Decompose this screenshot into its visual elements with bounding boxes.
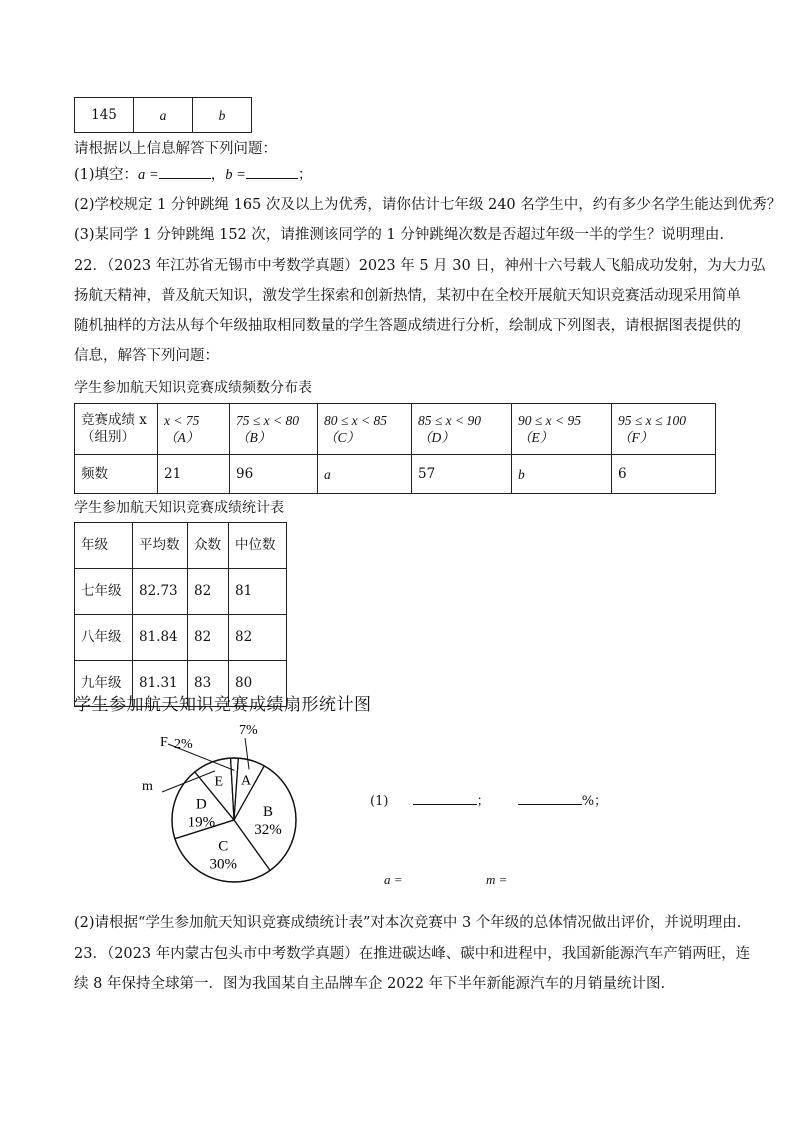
freq-header-label [75,404,158,455]
freq-header-label-1: 竞赛成绩 x [81,412,147,428]
answer-unit: %； [581,794,608,809]
stats-row-7: 七年级 82.73 82 81 [75,569,287,615]
top-table [74,97,252,133]
top-table-cell-a: a [134,98,193,133]
freq-table [74,403,716,494]
freq-header-b: 75 ≤ x < 80 （B） [230,404,318,455]
freq-header-e: 90 ≤ x < 95 （E） [512,404,612,455]
q21-sep: ， [210,167,226,183]
answer-blank-a[interactable] [413,790,477,805]
freq-table-caption: 学生参加航天知识竞赛成绩频数分布表 [74,380,312,396]
pie-percent-e: m [142,779,153,794]
stats-row-9: 九年级 81.31 83 80 [75,661,287,707]
freq-value-e: b [512,455,612,494]
stats-header-mean: 平均数 [133,523,188,569]
stats-table-caption: 学生参加航天知识竞赛成绩统计表 [74,500,284,516]
pie-slice-f [231,758,239,820]
q23-line2: 续 8 年保持全球第一．图为我国某自主品牌车企 2022 年下半年新能源汽车的月销量统计图. [74,976,666,992]
pie-label-f: F [160,735,168,750]
freq-header-f: 95 ≤ x ≤ 100 （F） [612,404,716,455]
pie-label-e: E [214,774,224,790]
q23-line1: 23．（2023 年内蒙古包头市中考数学真题）在推进碳达峰、碳中和进程中，我国新能源汽车产销两旺，连 [74,946,751,962]
pie-leader-e [162,771,215,792]
q21-end: ； [297,167,313,183]
pie-title: 学生参加航天知识竞赛成绩扇形统计图 [74,695,372,715]
freq-value-b: 96 [230,455,318,494]
q22-line3: 随机抽样的方法从每个年级抽取相同数量的学生答题成绩进行分析，绘制成下列图表，请根据图表提供的 [74,318,741,334]
pie-chart [120,720,330,895]
pie-label-c: C [218,838,229,855]
pie-leader-a [245,738,249,769]
q21-a-label: a = [138,167,159,183]
q21-b-blank[interactable] [246,164,298,179]
pie-label-d: D [195,796,207,813]
freq-value-c: a [318,455,412,494]
answer-label: (1) [370,794,389,809]
top-table-cell-b: b [193,98,252,133]
freq-header-a: x < 75 （A） [158,404,230,455]
pie-label-a: A [240,773,252,789]
freq-header-c: 80 ≤ x < 85 （C） [318,404,412,455]
pie-percent-d: 19% [187,814,216,831]
pie-percent-a: 7% [239,723,258,738]
freq-value-a: 21 [158,455,230,494]
q21-intro: 请根据以上信息解答下列问题： [74,141,277,157]
pie-percent-b: 32% [254,822,282,839]
q21-b-label: b = [225,167,246,183]
freq-value-d: 57 [412,455,512,494]
freq-value-f: 6 [612,455,716,494]
q21-part3: (3)某同学 1 分钟跳绳 152 次，请推测该同学的 1 分钟跳绳次数是否超过年级一半的学生？说明理由. [74,227,724,243]
stats-header-median: 中位数 [229,523,287,569]
stats-table [74,522,287,707]
stats-row-8: 八年级 81.84 82 82 [75,615,287,661]
stats-header-grade: 年级 [75,523,133,569]
pie-percent-c: 30% [209,856,237,873]
freq-header-label-2: （组别） [81,429,135,445]
answer-line [370,790,607,812]
q22-line1: 22．（2023 年江苏省无锡市中考数学真题）2023 年 5 月 30 日，神州十六号载人飞船成功发射，为大力弘 [74,258,766,274]
answer-a-label: a = [384,872,403,887]
answer-m-label: m = [486,872,508,887]
pie-label-b: B [263,804,274,821]
pie-percent-f: 2% [174,737,193,752]
q21-part1 [74,164,312,185]
stats-header-mode: 众数 [188,523,229,569]
q22-part2: (2)请根据“学生参加航天知识竞赛成绩统计表”对本次竞赛中 3 个年级的总体情况做出评价，并说明理由. [74,915,742,931]
q21-part2: (2)学校规定 1 分钟跳绳 165 次及以上为优秀，请你估计七年级 240 名学生中，约有多少名学生能达到优秀？ [74,197,782,213]
q22-line2: 扬航天精神，普及航天知识，激发学生探索和创新热情，某初中在全校开展航天知识竞赛活动现采用简单 [74,288,741,304]
freq-row-label: 频数 [75,455,158,494]
freq-header-d: 85 ≤ x < 90 （D） [412,404,512,455]
top-table-cell-145: 145 [75,98,134,133]
answer-blank-m[interactable] [518,790,582,805]
q22-line4: 信息，解答下列问题： [74,348,219,364]
q21-a-blank[interactable] [159,164,211,179]
answer-sep: ； [476,794,490,809]
q21-part1-prefix: (1)填空： [74,167,139,183]
